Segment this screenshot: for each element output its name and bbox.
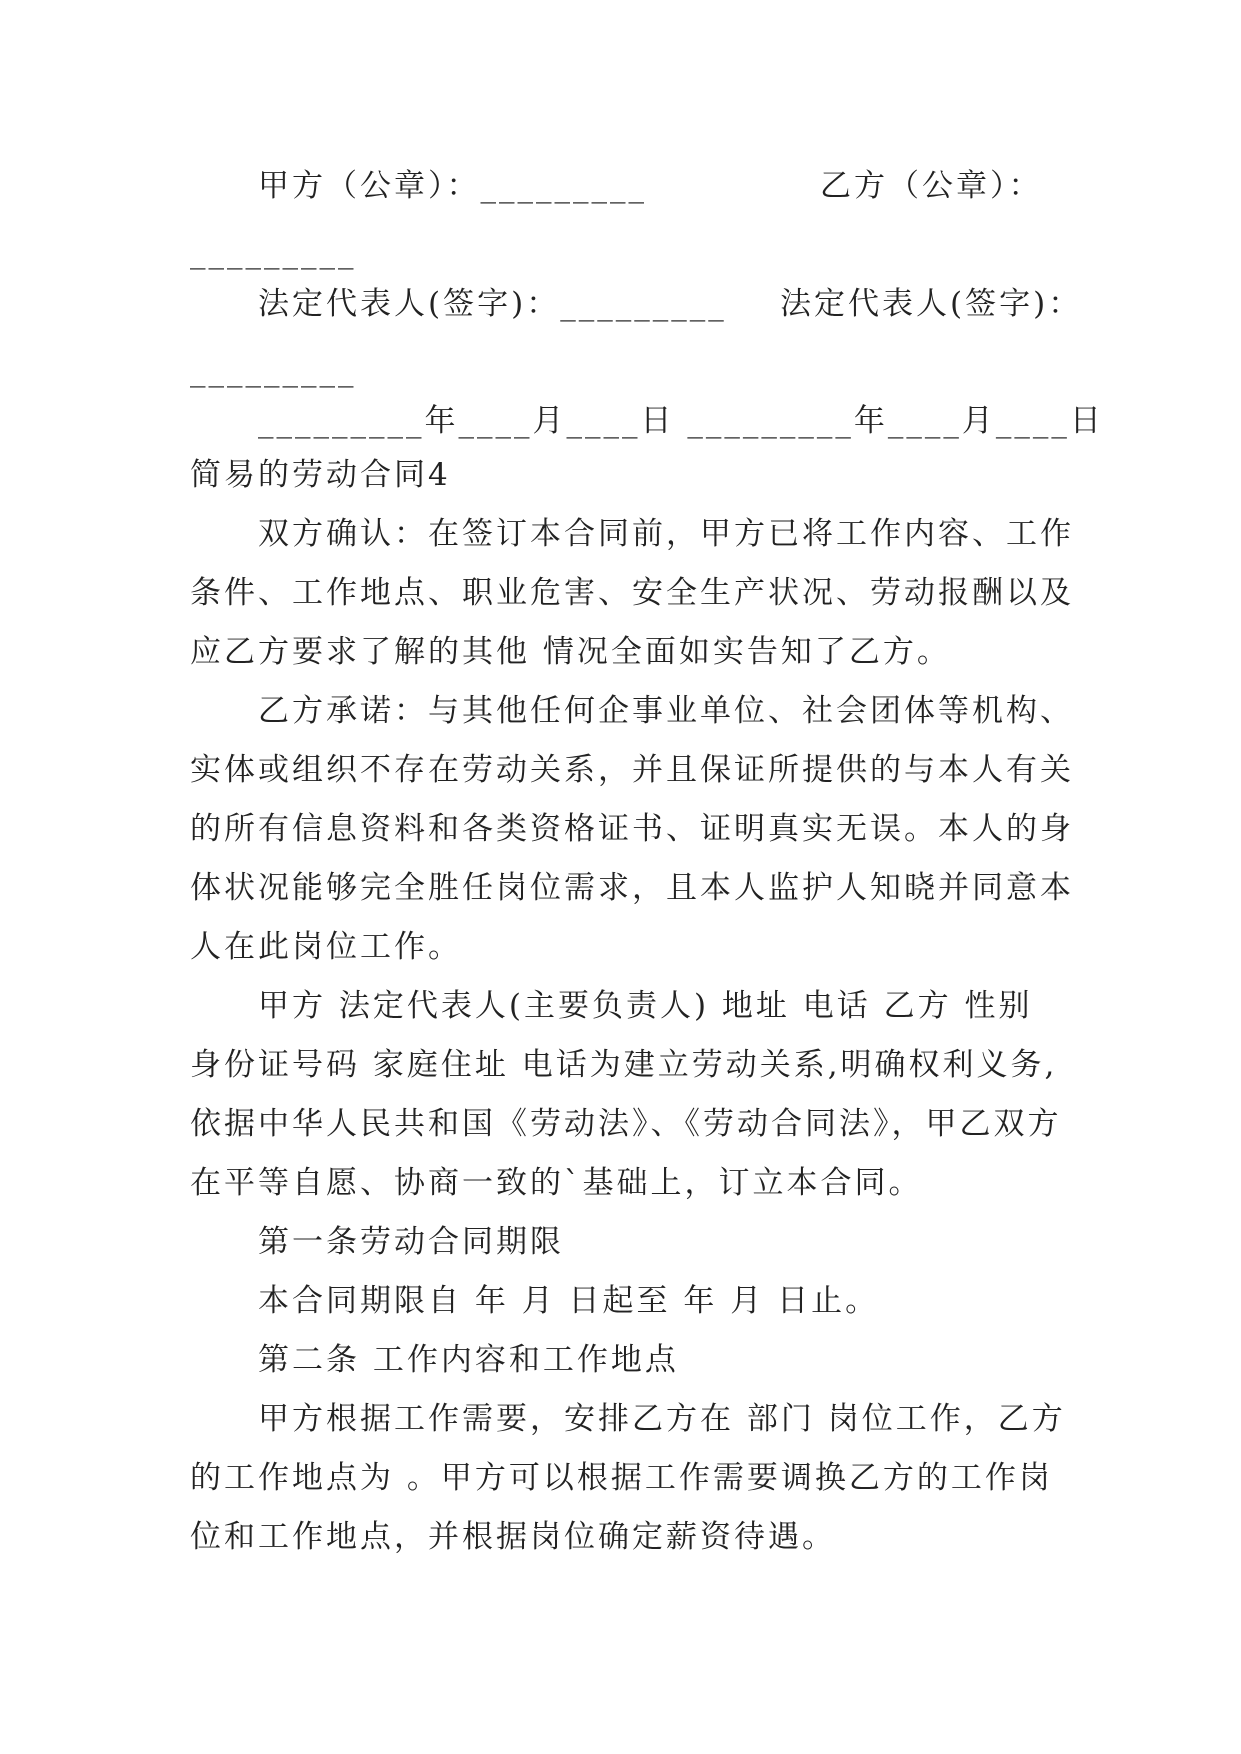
article-heading: 第一条劳动合同期限 <box>258 1224 564 1260</box>
paragraph-line: 位和工作地点，并根据岗位确定薪资待遇。 <box>190 1519 836 1555</box>
paragraph-line: 甲方根据工作需要，安排乙方在 部门 岗位工作，乙方 <box>258 1401 1066 1437</box>
paragraph-line: 体状况能够完全胜任岗位需求，且本人监护人知晓并同意本 <box>190 870 1074 906</box>
paragraph-line: 的所有信息资料和各类资格证书、证明真实无误。本人的身 <box>190 811 1074 847</box>
paragraph-line: 在平等自愿、协商一致的`基础上，订立本合同。 <box>190 1165 923 1201</box>
party-b-seal-blank: _________ <box>190 234 357 270</box>
paragraph-line: 人在此岗位工作。 <box>190 929 462 965</box>
party-a-rep: 法定代表人(签字)：_________ <box>258 286 727 322</box>
party-b-rep-blank: _________ <box>190 352 357 388</box>
signature-rep-line <box>258 284 1158 324</box>
paragraph-line: 实体或组织不存在劳动关系，并且保证所提供的与本人有关 <box>190 752 1074 788</box>
party-a-seal: 甲方（公章）：_________ <box>258 168 647 204</box>
paragraph-line: 本合同期限自 年 月 日起至 年 月 日止。 <box>258 1283 880 1319</box>
party-b-seal: 乙方（公章）： <box>820 168 1043 204</box>
paragraph-line: 条件、工作地点、职业危害、安全生产状况、劳动报酬以及 <box>190 575 1074 611</box>
party-b-rep: 法定代表人(签字)： <box>780 286 1083 322</box>
paragraph-line: 甲方 法定代表人(主要负责人) 地址 电话 乙方 性别 <box>258 988 1033 1024</box>
signature-seal-line <box>258 166 1158 206</box>
article-heading: 第二条 工作内容和工作地点 <box>258 1342 679 1378</box>
paragraph-line: 依据中华人民共和国《劳动法》、《劳动合同法》，甲乙双方 <box>190 1106 1062 1142</box>
paragraph-line: 乙方承诺：与其他任何企事业单位、社会团体等机构、 <box>258 693 1074 729</box>
paragraph-line: 双方确认：在签订本合同前，甲方已将工作内容、工作 <box>258 516 1074 552</box>
section-title: 简易的劳动合同4 <box>190 457 451 493</box>
date-line: _________年____月____日 _________年____月____日 <box>258 403 1104 439</box>
paragraph-line: 的工作地点为 。甲方可以根据工作需要调换乙方的工作岗 <box>190 1460 1053 1496</box>
paragraph-line: 身份证号码 家庭住址 电话为建立劳动关系,明确权利义务, <box>190 1047 1058 1083</box>
paragraph-line: 应乙方要求了解的其他 情况全面如实告知了乙方。 <box>190 634 951 670</box>
